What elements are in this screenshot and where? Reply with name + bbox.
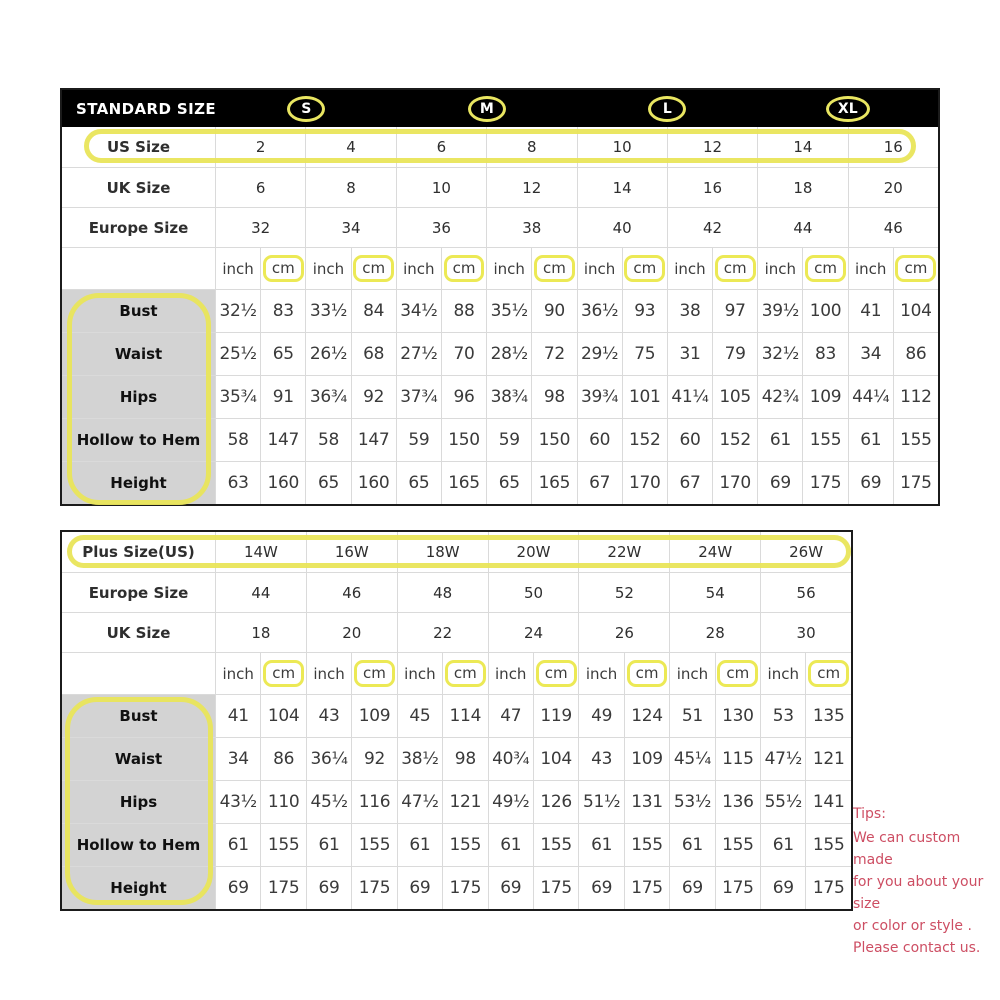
measure-row (62, 694, 851, 737)
measure-value: 65 (486, 462, 531, 504)
measure-value: 104 (533, 738, 578, 780)
measure-value: 83 (260, 290, 305, 332)
size-value: 22W (578, 532, 669, 572)
measure-value: 65 (305, 462, 350, 504)
cm-label (712, 248, 757, 289)
measure-value: 86 (260, 738, 305, 780)
size-row (62, 127, 938, 167)
measure-label: Height (62, 462, 215, 504)
cm-label (351, 248, 396, 289)
size-value: 44 (757, 208, 847, 247)
measure-value: 61 (760, 824, 805, 866)
measure-value: 112 (893, 376, 938, 418)
measure-value: 105 (712, 376, 757, 418)
measure-value: 79 (712, 333, 757, 375)
measure-value: 165 (531, 462, 576, 504)
size-row-label: UK Size (106, 178, 171, 197)
cm-highlight-box: cm (534, 255, 575, 282)
size-row (62, 532, 851, 572)
measure-value: 126 (533, 781, 578, 823)
measure-label: Height (62, 867, 215, 909)
size-value: 20 (306, 613, 397, 652)
measure-value: 65 (260, 333, 305, 375)
measure-label: Bust (62, 290, 215, 332)
size-value: 10 (577, 127, 667, 167)
size-value: 46 (848, 208, 938, 247)
size-value: 28 (669, 613, 760, 652)
size-value: 12 (486, 168, 576, 207)
size-value: 12 (667, 127, 757, 167)
measure-value: 65 (396, 462, 441, 504)
size-value: 48 (397, 573, 488, 612)
size-row (62, 572, 851, 612)
measure-value: 160 (351, 462, 396, 504)
size-row (62, 167, 938, 207)
measure-value: 26½ (305, 333, 350, 375)
size-value: 46 (306, 573, 397, 612)
size-row-label: Europe Size (88, 583, 189, 602)
measure-value: 28½ (486, 333, 531, 375)
measure-value: 155 (442, 824, 487, 866)
measure-value: 98 (531, 376, 576, 418)
measure-value: 38 (667, 290, 712, 332)
cm-highlight-box: cm (717, 660, 758, 687)
measure-value: 69 (578, 867, 623, 909)
measure-label: Hollow to Hem (62, 419, 215, 461)
measure-value: 51½ (578, 781, 623, 823)
measure-value: 55½ (760, 781, 805, 823)
measure-value: 119 (533, 695, 578, 737)
tips-line: or color or style . (853, 918, 972, 934)
measure-value: 97 (712, 290, 757, 332)
inch-label: inch (396, 248, 441, 289)
measure-value: 69 (306, 867, 351, 909)
measure-value: 109 (351, 695, 396, 737)
plus-size-table (60, 530, 853, 911)
measure-value: 155 (351, 824, 396, 866)
measure-value: 141 (805, 781, 850, 823)
cm-label (624, 653, 669, 694)
cm-highlight-box: cm (624, 255, 665, 282)
measure-value: 45½ (306, 781, 351, 823)
measure-value: 49½ (488, 781, 533, 823)
cm-label (802, 248, 847, 289)
measure-value: 69 (669, 867, 714, 909)
size-value: 18 (215, 613, 306, 652)
measure-value: 42¾ (757, 376, 802, 418)
measure-value: 165 (441, 462, 486, 504)
cm-highlight-box: cm (354, 660, 395, 687)
measure-value: 155 (624, 824, 669, 866)
size-value: 52 (578, 573, 669, 612)
measure-value: 61 (397, 824, 442, 866)
measure-value: 34½ (396, 290, 441, 332)
inch-label: inch (760, 653, 805, 694)
size-value: 2 (215, 127, 305, 167)
cm-highlight-box: cm (895, 255, 936, 282)
inch-label: inch (669, 653, 714, 694)
measure-value: 75 (622, 333, 667, 375)
cm-label (442, 653, 487, 694)
cm-highlight-box: cm (808, 660, 849, 687)
size-value: 38 (486, 208, 576, 247)
inch-label: inch (578, 653, 623, 694)
size-value: 32 (215, 208, 305, 247)
cm-label (715, 653, 760, 694)
inch-label: inch (397, 653, 442, 694)
measure-value: 35½ (486, 290, 531, 332)
measure-value: 69 (488, 867, 533, 909)
measure-value: 43 (306, 695, 351, 737)
measure-value: 136 (715, 781, 760, 823)
cm-label (351, 653, 396, 694)
measure-value: 31 (667, 333, 712, 375)
measure-value: 47½ (397, 781, 442, 823)
measure-value: 110 (260, 781, 305, 823)
measure-value: 130 (715, 695, 760, 737)
measure-value: 61 (578, 824, 623, 866)
size-value: 18W (397, 532, 488, 572)
plus-size-rows (62, 532, 851, 909)
measure-value: 47½ (760, 738, 805, 780)
measure-value: 61 (488, 824, 533, 866)
measure-row (62, 289, 938, 332)
measure-value: 155 (533, 824, 578, 866)
size-badge-s: S (287, 96, 325, 122)
measure-value: 60 (667, 419, 712, 461)
measure-value: 83 (802, 333, 847, 375)
measure-value: 121 (805, 738, 850, 780)
measure-value: 39¾ (577, 376, 622, 418)
measure-value: 59 (396, 419, 441, 461)
measure-value: 155 (893, 419, 938, 461)
measure-value: 175 (893, 462, 938, 504)
size-value: 14W (215, 532, 306, 572)
measure-value: 100 (802, 290, 847, 332)
inch-label: inch (848, 248, 893, 289)
size-value: 4 (305, 127, 395, 167)
standard-size-header (62, 90, 938, 127)
size-value: 22 (397, 613, 488, 652)
cm-label (260, 248, 305, 289)
inch-label: inch (305, 248, 350, 289)
cm-highlight-box: cm (353, 255, 394, 282)
measure-value: 29½ (577, 333, 622, 375)
measure-value: 104 (260, 695, 305, 737)
size-row-label: Plus Size(US) (82, 543, 195, 561)
measure-label: Hips (62, 376, 215, 418)
measure-value: 155 (715, 824, 760, 866)
inch-label: inch (306, 653, 351, 694)
measure-value: 58 (215, 419, 260, 461)
measure-value: 53½ (669, 781, 714, 823)
cm-label (260, 653, 305, 694)
measure-value: 131 (624, 781, 669, 823)
measure-value: 175 (624, 867, 669, 909)
measure-value: 155 (260, 824, 305, 866)
tips-line: We can custom made (853, 830, 961, 868)
measure-value: 44¼ (848, 376, 893, 418)
measure-value: 88 (441, 290, 486, 332)
size-badge-l: L (648, 96, 686, 122)
measure-value: 69 (215, 867, 260, 909)
measure-value: 170 (622, 462, 667, 504)
size-badge-m: M (468, 96, 506, 122)
size-value: 14 (757, 127, 847, 167)
cm-label (531, 248, 576, 289)
measure-value: 90 (531, 290, 576, 332)
measure-value: 69 (757, 462, 802, 504)
measure-value: 124 (624, 695, 669, 737)
measure-value: 155 (805, 824, 850, 866)
measure-value: 35¾ (215, 376, 260, 418)
measure-value: 92 (351, 376, 396, 418)
unit-row (62, 247, 938, 289)
size-value: 20 (848, 168, 938, 207)
size-row (62, 612, 851, 652)
measure-label: Bust (62, 695, 215, 737)
measure-value: 32½ (215, 290, 260, 332)
measure-value: 27½ (396, 333, 441, 375)
measure-value: 36¾ (305, 376, 350, 418)
measure-value: 45 (397, 695, 442, 737)
measure-value: 175 (805, 867, 850, 909)
measure-value: 70 (441, 333, 486, 375)
measure-row (62, 737, 851, 780)
measure-value: 32½ (757, 333, 802, 375)
measure-value: 150 (531, 419, 576, 461)
size-value: 24 (488, 613, 579, 652)
measure-value: 72 (531, 333, 576, 375)
measure-value: 175 (260, 867, 305, 909)
measure-value: 34 (848, 333, 893, 375)
size-value: 14 (577, 168, 667, 207)
unit-row-label (62, 248, 215, 289)
cm-label (622, 248, 667, 289)
measure-value: 39½ (757, 290, 802, 332)
measure-value: 68 (351, 333, 396, 375)
measure-value: 69 (848, 462, 893, 504)
size-badge-xl: XL (826, 96, 870, 122)
size-value: 26W (760, 532, 851, 572)
size-row (62, 207, 938, 247)
measure-value: 61 (848, 419, 893, 461)
measure-value: 38¾ (486, 376, 531, 418)
measure-row (62, 780, 851, 823)
cm-label (533, 653, 578, 694)
size-value: 20W (488, 532, 579, 572)
size-value: 16 (848, 127, 938, 167)
size-value: 6 (215, 168, 305, 207)
measure-value: 84 (351, 290, 396, 332)
measure-value: 109 (802, 376, 847, 418)
measure-value: 86 (893, 333, 938, 375)
measure-value: 69 (397, 867, 442, 909)
measure-row (62, 418, 938, 461)
measure-value: 121 (442, 781, 487, 823)
measure-value: 51 (669, 695, 714, 737)
measure-value: 45¼ (669, 738, 714, 780)
cm-highlight-box: cm (263, 660, 304, 687)
standard-size-rows (62, 127, 938, 504)
inch-label: inch (667, 248, 712, 289)
inch-label: inch (488, 653, 533, 694)
inch-label: inch (486, 248, 531, 289)
measure-value: 36¼ (306, 738, 351, 780)
measure-value: 116 (351, 781, 396, 823)
measure-label: Hollow to Hem (62, 824, 215, 866)
size-value: 16 (667, 168, 757, 207)
unit-row (62, 652, 851, 694)
cm-highlight-box: cm (536, 660, 577, 687)
measure-value: 170 (712, 462, 757, 504)
inch-label: inch (757, 248, 802, 289)
cm-highlight-box: cm (805, 255, 846, 282)
tips-note (853, 803, 1000, 959)
measure-value: 41¼ (667, 376, 712, 418)
size-value: 26 (578, 613, 669, 652)
measure-value: 175 (715, 867, 760, 909)
cm-highlight-box: cm (444, 255, 485, 282)
measure-value: 40¾ (488, 738, 533, 780)
standard-size-title: STANDARD SIZE (76, 99, 217, 118)
size-value: 42 (667, 208, 757, 247)
measure-value: 36½ (577, 290, 622, 332)
measure-value: 152 (622, 419, 667, 461)
cm-highlight-box: cm (263, 255, 304, 282)
measure-value: 37¾ (396, 376, 441, 418)
measure-value: 160 (260, 462, 305, 504)
cm-label (893, 248, 938, 289)
cm-highlight-box: cm (445, 660, 486, 687)
measure-value: 59 (486, 419, 531, 461)
measure-value: 175 (442, 867, 487, 909)
size-row-label: UK Size (106, 623, 171, 642)
measure-value: 25½ (215, 333, 260, 375)
measure-value: 93 (622, 290, 667, 332)
measure-value: 43 (578, 738, 623, 780)
measure-value: 58 (305, 419, 350, 461)
measure-value: 91 (260, 376, 305, 418)
size-row-label: US Size (106, 138, 171, 156)
measure-label: Waist (62, 333, 215, 375)
measure-value: 38½ (397, 738, 442, 780)
measure-value: 150 (441, 419, 486, 461)
measure-value: 61 (757, 419, 802, 461)
measure-value: 155 (802, 419, 847, 461)
measure-value: 67 (577, 462, 622, 504)
size-value: 6 (396, 127, 486, 167)
cm-highlight-box: cm (715, 255, 756, 282)
measure-value: 96 (441, 376, 486, 418)
measure-value: 114 (442, 695, 487, 737)
measure-value: 41 (848, 290, 893, 332)
measure-value: 104 (893, 290, 938, 332)
measure-value: 43½ (215, 781, 260, 823)
measure-value: 147 (260, 419, 305, 461)
inch-label: inch (215, 248, 260, 289)
measure-value: 53 (760, 695, 805, 737)
tips-line: for you about your size (853, 874, 984, 912)
size-row-label: Europe Size (88, 218, 189, 237)
measure-row (62, 866, 851, 909)
measure-value: 49 (578, 695, 623, 737)
measure-value: 135 (805, 695, 850, 737)
cm-label (805, 653, 850, 694)
size-value: 18 (757, 168, 847, 207)
tips-line: Please contact us. (853, 940, 981, 956)
size-value: 56 (760, 573, 851, 612)
unit-row-label (62, 653, 215, 694)
measure-value: 69 (760, 867, 805, 909)
measure-value: 61 (306, 824, 351, 866)
size-value: 40 (577, 208, 667, 247)
tips-title: Tips: (853, 806, 886, 822)
measure-value: 175 (533, 867, 578, 909)
measure-value: 34 (215, 738, 260, 780)
measure-label: Waist (62, 738, 215, 780)
measure-value: 175 (351, 867, 396, 909)
size-value: 8 (305, 168, 395, 207)
size-value: 34 (305, 208, 395, 247)
size-value: 24W (669, 532, 760, 572)
cm-highlight-box: cm (627, 660, 668, 687)
size-value: 54 (669, 573, 760, 612)
measure-row (62, 375, 938, 418)
size-value: 30 (760, 613, 851, 652)
measure-row (62, 461, 938, 504)
measure-value: 63 (215, 462, 260, 504)
inch-label: inch (215, 653, 260, 694)
measure-value: 109 (624, 738, 669, 780)
size-value: 10 (396, 168, 486, 207)
size-value: 8 (486, 127, 576, 167)
cm-label (441, 248, 486, 289)
measure-value: 61 (215, 824, 260, 866)
inch-label: inch (577, 248, 622, 289)
measure-value: 67 (667, 462, 712, 504)
measure-row (62, 332, 938, 375)
measure-value: 101 (622, 376, 667, 418)
measure-value: 115 (715, 738, 760, 780)
measure-value: 41 (215, 695, 260, 737)
size-value: 36 (396, 208, 486, 247)
measure-value: 61 (669, 824, 714, 866)
measure-value: 47 (488, 695, 533, 737)
measure-value: 60 (577, 419, 622, 461)
measure-value: 33½ (305, 290, 350, 332)
measure-value: 92 (351, 738, 396, 780)
measure-value: 175 (802, 462, 847, 504)
measure-value: 98 (442, 738, 487, 780)
size-value: 16W (306, 532, 397, 572)
measure-value: 152 (712, 419, 757, 461)
size-value: 44 (215, 573, 306, 612)
size-value: 50 (488, 573, 579, 612)
measure-row (62, 823, 851, 866)
measure-label: Hips (62, 781, 215, 823)
standard-size-table (60, 88, 940, 506)
measure-value: 147 (351, 419, 396, 461)
